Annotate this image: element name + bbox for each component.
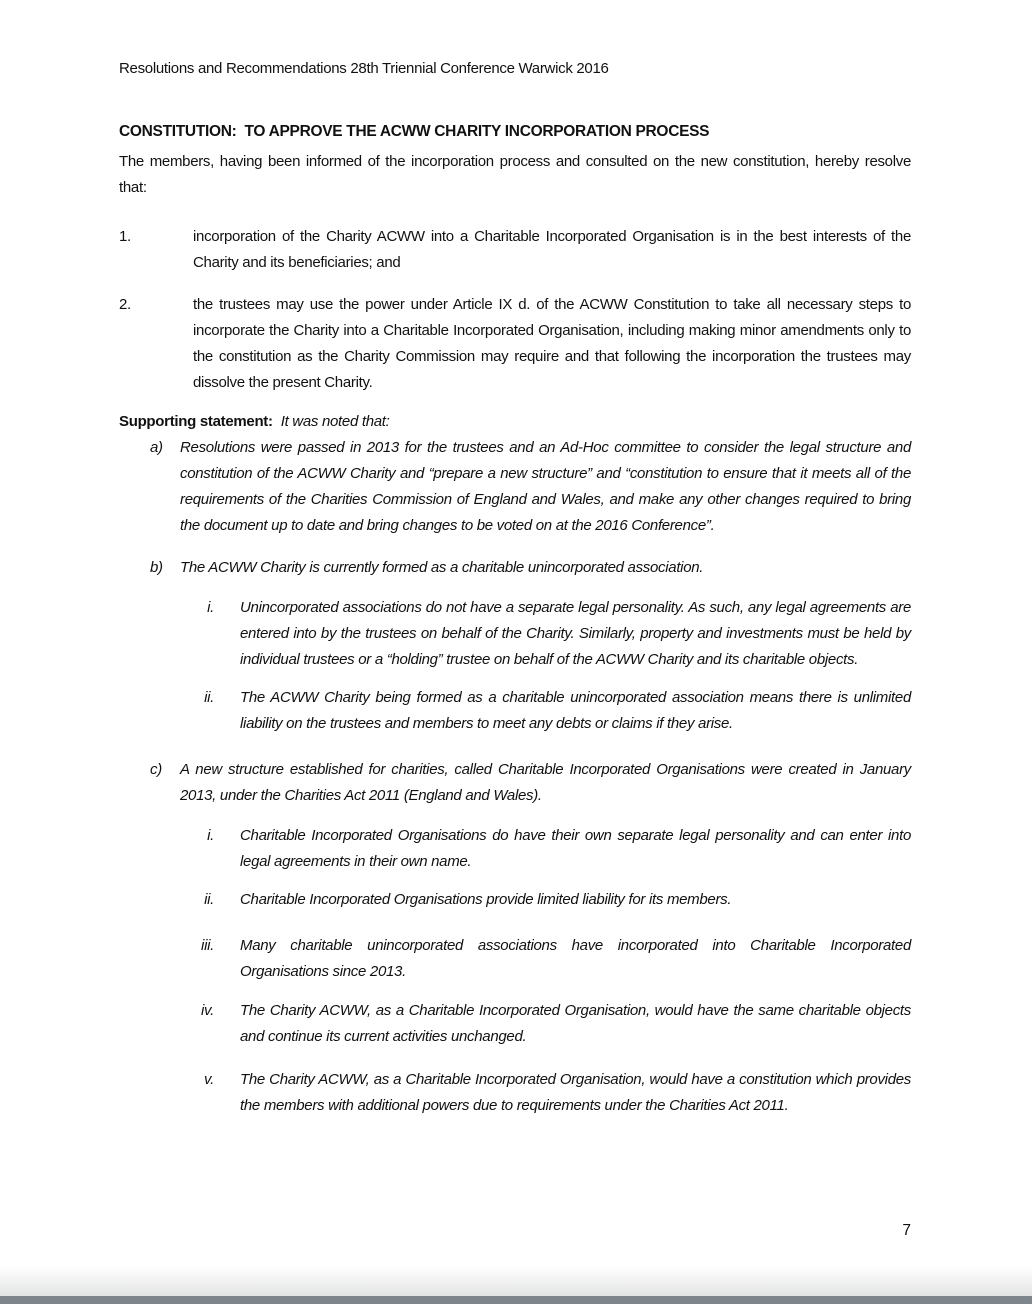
page-bottom-shadow [0, 1266, 1032, 1296]
list-item-text: Charitable Incorporated Organisations provide limited liability for its members. [240, 891, 732, 908]
list-item-text: Unincorporated associations do not have a separate legal personality. As such, any legal agreements are entered into by the trustees on behalf of the Charity. Similarly, property and investments must be held by individual trustees or a “holding” trustee on behalf of the ACWW Charity and its charitable objects. [240, 599, 911, 668]
sub-item-c-i [119, 823, 911, 875]
resolution-item-1 [119, 224, 911, 276]
list-marker: b) [150, 559, 163, 576]
sub-item-c-iv [119, 998, 911, 1050]
supporting-item-b [119, 555, 911, 581]
list-marker: a) [150, 439, 163, 456]
page-title: CONSTITUTION: TO APPROVE THE ACWW CHARITY INCORPORATION PROCESS [119, 123, 710, 140]
list-marker: i. [207, 827, 214, 844]
running-header: Resolutions and Recommendations 28th Triennial Conference Warwick 2016 [119, 60, 609, 77]
list-marker: iv. [201, 1002, 214, 1019]
sub-item-c-ii [119, 887, 911, 913]
resolution-text: the trustees may use the power under Article IX d. of the ACWW Constitution to take all necessary steps to incorporate the Charity into a Charitable Incorporated Organisation, including making minor amendments only to the constitution as the Charity Commission may require and that following the incorporation the trustees may dissolve the present Charity. [193, 296, 911, 391]
sub-item-b-i [119, 595, 911, 673]
list-item-text: The Charity ACWW, as a Charitable Incorporated Organisation, would have a constitution which provides the members with additional powers due to requirements under the Charities Act 2011. [240, 1071, 911, 1114]
sub-item-c-iii [119, 933, 911, 985]
supporting-item-a [119, 435, 911, 539]
supporting-statement-note: It was noted that: [280, 413, 390, 430]
list-marker: iii. [201, 937, 214, 954]
supporting-statement-label: Supporting statement: [119, 413, 273, 430]
resolution-item-2 [119, 292, 911, 396]
list-item-text: The ACWW Charity is currently formed as a charitable unincorporated association. [180, 559, 704, 576]
resolution-text: incorporation of the Charity ACWW into a Charitable Incorporated Organisation is in the best interests of the Charity and its beneficiaries; and [193, 228, 911, 271]
sub-item-c-v [119, 1067, 911, 1119]
list-item-text: The ACWW Charity being formed as a charitable unincorporated association means there is unlimited liability on the trustees and members to meet any debts or claims if they arise. [240, 689, 911, 732]
list-item-text: Many charitable unincorporated associations have incorporated into Charitable Incorporated Organisations since 2013. [240, 937, 911, 980]
list-item-text: Charitable Incorporated Organisations do have their own separate legal personality and can enter into legal agreements in their own name. [240, 827, 911, 870]
list-marker: c) [150, 761, 162, 778]
supporting-item-c [119, 757, 911, 809]
list-marker: ii. [204, 891, 214, 908]
list-item-text: A new structure established for charities, called Charitable Incorporated Organisations were created in January 2013, under the Charities Act 2011 (England and Wales). [180, 761, 911, 804]
list-item-text: The Charity ACWW, as a Charitable Incorporated Organisation, would have the same charitable objects and continue its current activities unchanged. [240, 1002, 911, 1045]
list-marker: v. [204, 1071, 214, 1088]
supporting-statement-heading [119, 409, 911, 435]
intro-paragraph: The members, having been informed of the incorporation process and consulted on the new constitution, hereby resolve that: [119, 153, 911, 196]
list-marker: i. [207, 599, 214, 616]
list-item-text: Resolutions were passed in 2013 for the trustees and an Ad-Hoc committee to consider the legal structure and constitution of the ACWW Charity and “prepare a new structure” and “constitution to ensure that it meets all of the requirements of the Charities Commission of England and Wales, and make any other changes required to bring the document up to date and bring changes to be voted on at the 2016 Conference”. [180, 439, 911, 534]
resolution-number: 1. [119, 228, 131, 245]
list-marker: ii. [204, 689, 214, 706]
page-number: 7 [902, 1222, 911, 1239]
sub-item-b-ii [119, 685, 911, 737]
viewer-bottom-bar [0, 1296, 1032, 1304]
resolution-number: 2. [119, 296, 131, 313]
